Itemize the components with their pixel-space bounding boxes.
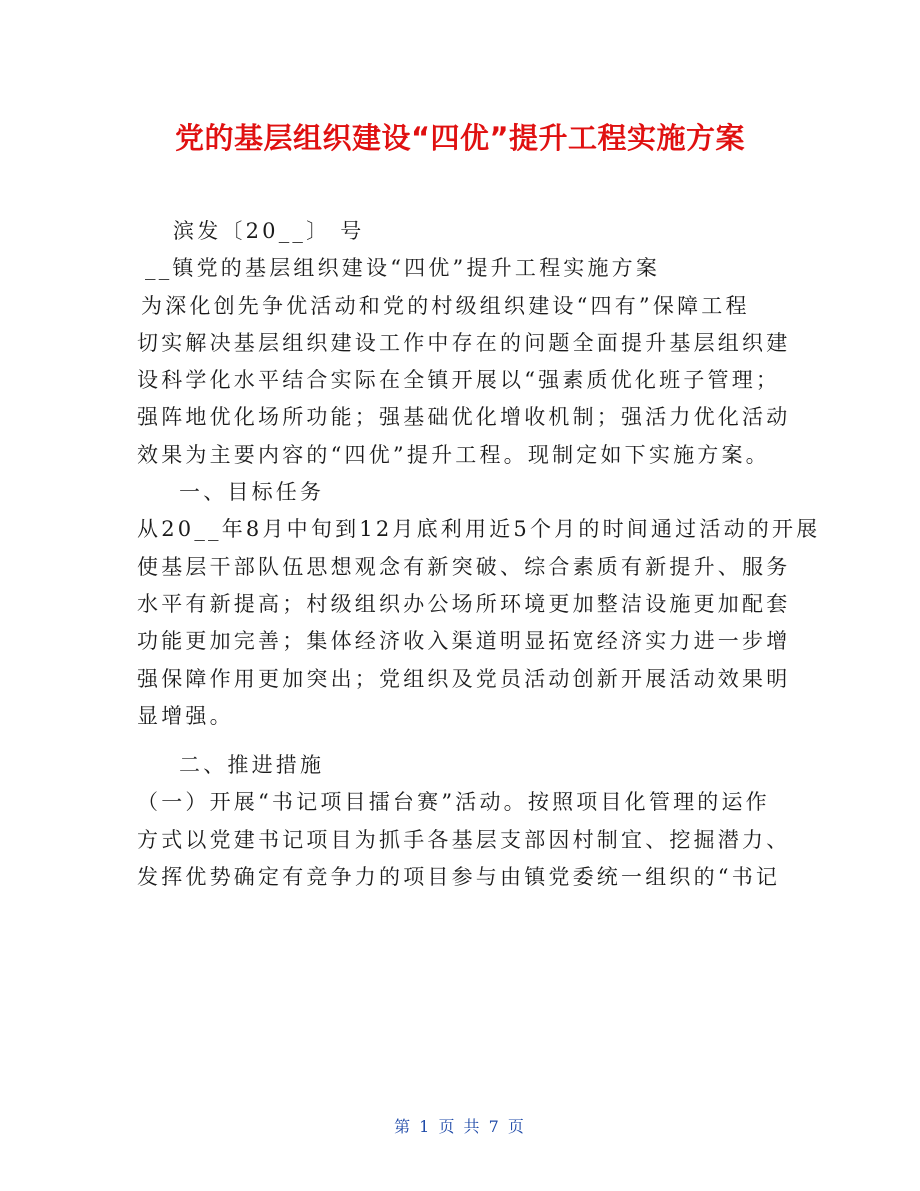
page-footer: 第 1 页 共 7 页 [394, 1117, 526, 1136]
document-body [137, 213, 821, 896]
paragraph-line: 显增强。 [137, 703, 234, 728]
paragraph-line: 发挥优势确定有竞争力的项目参与由镇党委统一组织的“书记 [137, 865, 781, 890]
section-heading: 二、推进措施 [179, 753, 325, 778]
paragraph-line: 强阵地优化场所功能；强基础优化增收机制；强活力优化活动 [137, 405, 791, 430]
paragraph-line: （一）开展“书记项目擂台赛”活动。按照项目化管理的运作 [137, 790, 770, 815]
paragraph-line: 强保障作用更加突出；党组织及党员活动创新开展活动效果明 [137, 666, 791, 691]
paragraph-line: 切实解决基层组织建设工作中存在的问题全面提升基层组织建 [137, 330, 791, 355]
section-heading: 一、目标任务 [179, 480, 325, 505]
paragraph-gap [137, 735, 787, 747]
paragraph-line: 效果为主要内容的“四优”提升工程。现制定如下实施方案。 [137, 442, 770, 467]
subtitle-line: __镇党的基层组织建设“四优”提升工程实施方案 [145, 256, 661, 281]
paragraph-line: 水平有新提高；村级组织办公场所环境更加整洁设施更加配套 [137, 591, 791, 616]
paragraph-line: 方式以党建书记项目为抓手各基层支部因村制宜、挖掘潜力、 [137, 827, 791, 852]
paragraph-line: 从20__年8月中旬到12月底利用近5个月的时间通过活动的开展 [137, 517, 821, 542]
doc-number-line: 滨发〔20__〕 号 [173, 219, 365, 243]
document-title: 党的基层组织建设“四优”提升工程实施方案 [174, 121, 746, 155]
paragraph-line: 使基层干部队伍思想观念有新突破、综合素质有新提升、服务 [137, 554, 791, 579]
paragraph-line: 为深化创先争优活动和党的村级组织建设“四有”保障工程 [141, 293, 750, 318]
paragraph-line: 设科学化水平结合实际在全镇开展以“强素质优化班子管理； [137, 368, 781, 393]
paragraph-line: 功能更加完善；集体经济收入渠道明显拓宽经济实力进一步增 [137, 629, 791, 654]
